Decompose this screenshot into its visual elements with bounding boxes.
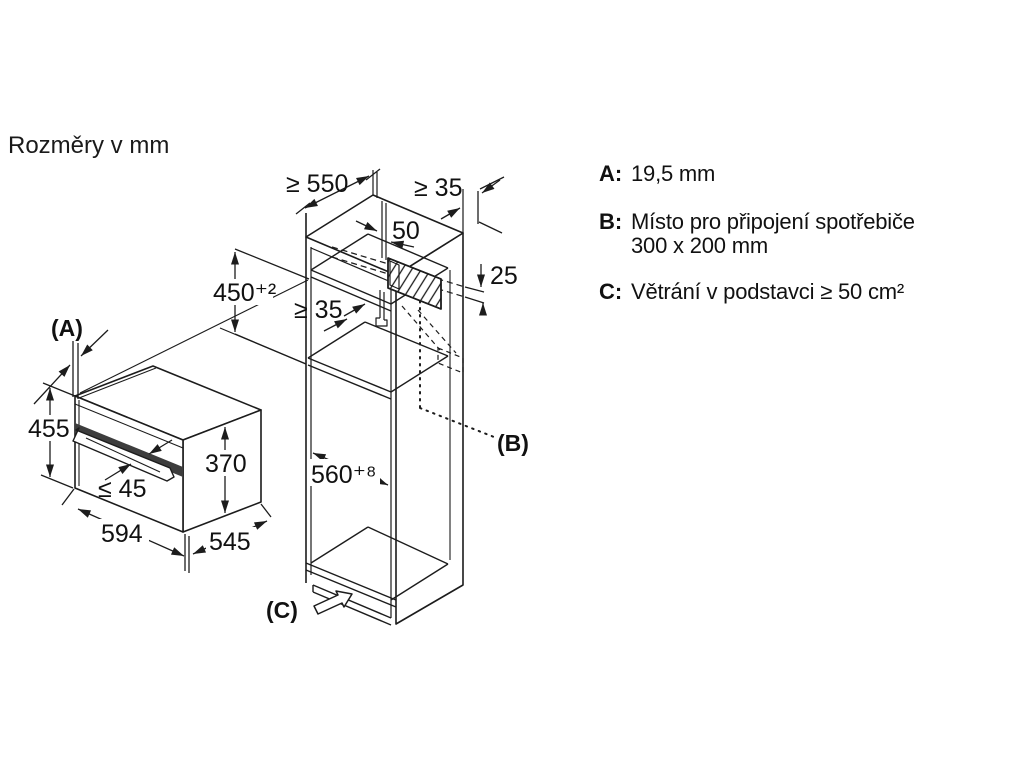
dim-594-label: 594 bbox=[101, 520, 143, 548]
dim-conn-strip-25 bbox=[481, 262, 518, 313]
legend-text-b-line2: 300 x 200 mm bbox=[631, 233, 769, 258]
legend-label-b: B: bbox=[599, 209, 623, 234]
dim-450-label: 450⁺² bbox=[213, 279, 277, 307]
dim-455-label: 455 bbox=[28, 415, 70, 443]
dim-a-label: (A) bbox=[51, 315, 83, 341]
legend-text-c: Větrání v podstavci ≥ 50 cm² bbox=[631, 279, 905, 304]
legend-label-a: A: bbox=[599, 161, 623, 186]
dim-370-label: 370 bbox=[205, 450, 247, 478]
dim-560-label: 560⁺⁸ bbox=[311, 461, 377, 489]
dim-550-label: ≥ 550 bbox=[286, 170, 349, 198]
dim-50-label: 50 bbox=[392, 217, 420, 245]
ref-b-label: (B) bbox=[497, 430, 529, 456]
ref-c-label: (C) bbox=[266, 597, 298, 623]
dim-455 bbox=[27, 383, 75, 488]
bracket-step bbox=[376, 318, 387, 326]
dim-shelf-gap-label: ≥ 35 bbox=[294, 296, 343, 324]
page-title: Rozměry v mm bbox=[8, 132, 170, 159]
dim-25-label: 25 bbox=[490, 262, 518, 290]
dim-545-label: 545 bbox=[209, 528, 251, 556]
legend-text-b-line1: Místo pro připojení spotřebiče bbox=[631, 209, 915, 234]
dim-niche-width-560 bbox=[308, 453, 388, 489]
oven-drawing bbox=[73, 366, 261, 532]
dim-shelf-gap-35 bbox=[294, 296, 365, 331]
dim-rear-gap-label: ≥ 35 bbox=[414, 174, 463, 202]
legend-label-c: C: bbox=[599, 279, 623, 304]
dim-handle-label: ≤ 45 bbox=[98, 475, 147, 503]
legend-text-a: 19,5 mm bbox=[631, 161, 716, 186]
